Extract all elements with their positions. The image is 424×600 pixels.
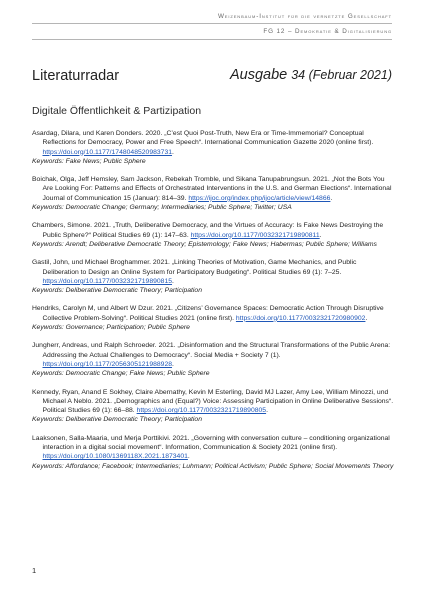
reference-keywords: Keywords: Affordance; Facebook; Intermediaries; Luhmann; Political Activism; Public Sphere; Social Movements Theory	[32, 462, 394, 470]
issue-number: 34 (Februar 2021)	[291, 68, 392, 82]
reference-entry	[32, 221, 394, 249]
reference-tail: .	[172, 277, 174, 285]
reference-entry	[32, 258, 394, 295]
reference-entry	[32, 175, 394, 212]
reference-text: Boichak, Olga, Jeff Hemsley, Sam Jackson, Rebekah Tromble, und Sikana Tanupabrungsun. 2021. „Not the Bots You Are Looking For: Patterns and Effects of Orchestrated Interventions in the U.S. and German Elections“. International Journal of Communication 15 (Januar): 814–39.	[32, 176, 392, 202]
header-group: FG 12 – Demokratie & Digitalisierung	[263, 28, 392, 35]
page-number: 1	[32, 566, 37, 575]
reference-tail: .	[172, 148, 174, 156]
reference-doi-link[interactable]: https://doi.org/10.1177/2056305121988928	[42, 360, 173, 368]
reference-keywords: Keywords: Governance; Participation; Public Sphere	[32, 324, 190, 332]
header-institute: Weizenbaum-Institut für die vernetzte Gesellschaft	[217, 13, 392, 20]
reference-text: Chambers, Simone. 2021. „Truth, Deliberative Democracy, and the Virtues of Accuracy: Is Fake News Destroying the Public Sphere?“ Political Studies 69 (1): 147–63.	[32, 222, 384, 239]
reference-keywords: Keywords: Democratic Change; Fake News; Public Sphere	[32, 370, 210, 378]
issue-label	[230, 67, 392, 83]
reference-tail: .	[330, 194, 333, 202]
reference-tail: .	[187, 453, 190, 461]
reference-text: Kennedy, Ryan, Anand E Sokhey, Claire Abernathy, Kevin M Esterling, David MJ Lazer, Amy Lee, William Minozzi, und Michael A Neblo. 2021. „Demographics and (Equal?) Voice: Assessing Participation in Online Deliberative Sessions“. Political Studies 69 (1): 66–88.	[32, 388, 394, 415]
reference-tail: .	[266, 407, 268, 415]
reference-doi-link[interactable]: https://doi.org/10.1177/0032321720980902	[235, 314, 366, 322]
reference-keywords: Keywords: Fake News; Public Sphere	[32, 157, 146, 165]
reference-doi-link[interactable]: https://ijoc.org/index.php/ijoc/article/view/14866	[188, 194, 331, 202]
reference-text: Laaksonen, Salla-Maaria, und Merja Porttikivi. 2021. „Governing with conversation culture – conditioning organizational interaction in a digital social movement“. Information, Communication & Society 2021 (online first).	[32, 434, 390, 452]
reference-doi-link[interactable]: https://doi.org/10.1177/1748048520983731	[42, 148, 173, 156]
reference-keywords: Keywords: Democratic Change; Germany; Intermediaries; Public Sphere; Twitter; USA	[32, 204, 292, 212]
reference-doi-link[interactable]: https://doi.org/10.1177/0032321719890811	[190, 231, 320, 239]
reference-text: Asardag, Dilara, und Karen Donders. 2020. „C’est Quoi Post-Truth, New Era or Time-Immemorial? Conceptual Reflections for Democracy, Power and Free Speech“. International Communication Gazette 2020 (online first).	[32, 130, 374, 147]
reference-tail: .	[319, 231, 322, 239]
reference-text: Hendriks, Carolyn M, und Albert W Dzur. 2021. „Citizens’ Governance Spaces: Democratic Action Through Disruptive Collective Problem-Solving“. Political Studies 2021 (online first).	[32, 305, 384, 322]
reference-doi-link[interactable]: https://doi.org/10.1177/0032321719890805	[136, 407, 267, 415]
issue-word: Ausgabe	[229, 67, 288, 83]
reference-tail: .	[172, 360, 174, 368]
reference-entry	[32, 434, 394, 471]
reference-text: Jungherr, Andreas, und Ralph Schroeder. 2021. „Disinformation and the Structural Transformations of the Public Arena: Addressing the Actual Challenges to Democracy“. Social Media + Society 7 (1).	[32, 342, 391, 359]
header-divider-bottom	[32, 39, 392, 40]
reference-entry	[32, 129, 394, 166]
reference-doi-link[interactable]: https://doi.org/10.1080/1369118X.2021.1873401	[42, 453, 188, 461]
reference-keywords: Keywords: Deliberative Democratic Theory; Participation	[32, 416, 202, 424]
reference-doi-link[interactable]: https://doi.org/10.1177/0032321719890815	[42, 277, 173, 285]
reference-keywords: Keywords: Arendt; Deliberative Democratic Theory; Epistemology; Fake News; Habermas; Public Sphere; Williams	[32, 240, 377, 248]
reference-entry	[32, 304, 394, 332]
reference-entry	[32, 341, 394, 378]
reference-text: Gastil, John, und Michael Broghammer. 2021. „Linking Theories of Motivation, Game Mechanics, and Public Deliberation to Design an Online System for Participatory Budgeting“. Political Studies 69 (1): 7–25.	[32, 259, 357, 276]
section-heading: Digitale Öffentlichkeit & Partizipation	[32, 105, 202, 117]
reference-tail: .	[365, 314, 368, 322]
reference-entry	[32, 388, 394, 425]
reference-list	[32, 129, 394, 480]
reference-keywords: Keywords: Deliberative Democratic Theory; Participation	[32, 287, 202, 295]
header-divider-top	[32, 23, 392, 24]
page-title: Literaturradar	[32, 68, 120, 84]
